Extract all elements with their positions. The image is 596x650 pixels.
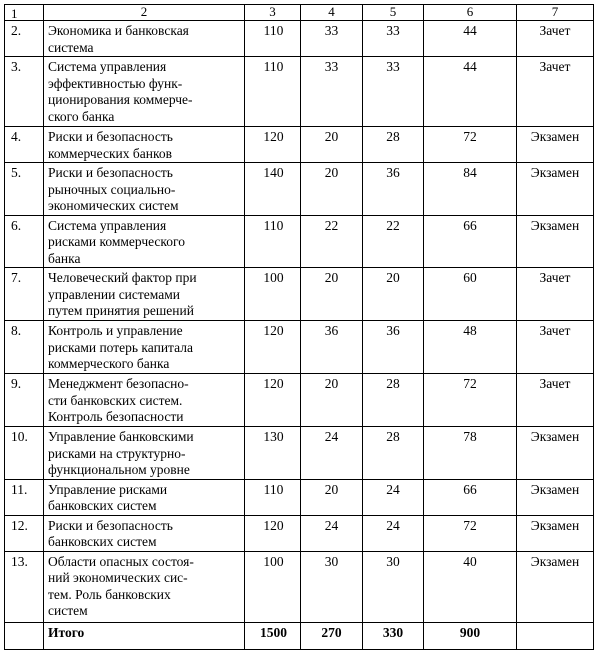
hours-self-study-cell: 48	[424, 321, 517, 374]
hours-practice-cell: 33	[363, 21, 424, 57]
hours-total-cell: 120	[245, 515, 301, 551]
hours-lectures-cell: 24	[301, 515, 363, 551]
hours-lectures-cell: 33	[301, 21, 363, 57]
assessment-form-cell: Экзамен	[517, 479, 594, 515]
hours-self-study-cell: 66	[424, 215, 517, 268]
discipline-name-line: Система управления	[48, 59, 167, 74]
discipline-name-line: коммерческого банка	[48, 356, 170, 371]
row-number-cell: 10.	[5, 427, 44, 480]
hours-self-study-cell: 78	[424, 427, 517, 480]
discipline-name-line: Контроль и управление	[48, 323, 183, 338]
discipline-name-line: банка	[48, 250, 81, 266]
discipline-name-line: рисками потерь капитала	[48, 339, 193, 355]
assessment-form-cell: Экзамен	[517, 515, 594, 551]
discipline-name-line: Риски и безопасность	[48, 517, 173, 533]
hours-practice-cell: 20	[363, 268, 424, 321]
discipline-name-line: функциональном уровне	[48, 462, 190, 477]
discipline-name-line: эффективностью функ-	[48, 75, 183, 91]
hours-lectures-cell: 24	[301, 427, 363, 480]
assessment-form-cell: Экзамен	[517, 127, 594, 163]
hours-self-study-cell: 40	[424, 551, 517, 622]
assessment-form-cell: Экзамен	[517, 427, 594, 480]
hours-lectures-cell: 20	[301, 163, 363, 216]
discipline-name-cell	[44, 321, 245, 374]
discipline-name-cell	[44, 127, 245, 163]
discipline-name-line: управлении системами	[48, 286, 181, 302]
total-label-cell: Итого	[44, 622, 245, 649]
row-number-cell: 2.	[5, 21, 44, 57]
row-number-cell: 7.	[5, 268, 44, 321]
total-row	[5, 622, 594, 649]
discipline-name-cell	[44, 551, 245, 622]
hours-practice-cell: 28	[363, 127, 424, 163]
table-row	[5, 515, 594, 551]
hours-total-cell: 120	[245, 127, 301, 163]
row-number-cell: 6.	[5, 215, 44, 268]
header-cell: 7	[517, 5, 594, 21]
discipline-name-line: Управление банковскими	[48, 429, 194, 444]
discipline-name-line: Области опасных состоя-	[48, 553, 194, 569]
hours-total-cell: 110	[245, 57, 301, 127]
discipline-name-line: рисками коммерческого	[48, 234, 185, 249]
assessment-form-cell: Экзамен	[517, 215, 594, 268]
hours-practice-cell: 36	[363, 321, 424, 374]
total-number-cell	[5, 622, 44, 649]
row-number-cell: 8.	[5, 321, 44, 374]
discipline-name-cell	[44, 268, 245, 321]
table-row	[5, 215, 594, 268]
hours-practice-cell: 30	[363, 551, 424, 622]
discipline-name-line: экономических систем	[48, 198, 179, 213]
curriculum-table	[4, 4, 594, 650]
discipline-name-cell	[44, 374, 245, 427]
table-row	[5, 57, 594, 127]
discipline-name-line: Контроль безопасности	[48, 409, 184, 424]
assessment-form-cell: Экзамен	[517, 163, 594, 216]
discipline-name-line: путем принятия решений	[48, 303, 194, 318]
discipline-name-line: коммерческих банков	[48, 145, 172, 161]
discipline-name-line: система	[48, 39, 94, 55]
header-cell: 5	[363, 5, 424, 21]
hours-total-cell: 130	[245, 427, 301, 480]
hours-practice-cell: 22	[363, 215, 424, 268]
discipline-name-line: Менеджмент безопасно-	[48, 376, 189, 391]
hours-lectures-cell: 36	[301, 321, 363, 374]
discipline-name-line: тем. Роль банковских	[48, 586, 171, 602]
hours-self-study-cell: 66	[424, 479, 517, 515]
discipline-name-line: рисками на структурно-	[48, 445, 186, 461]
hours-lectures-cell: 33	[301, 57, 363, 127]
discipline-name-cell	[44, 215, 245, 268]
hours-self-study-cell: 72	[424, 127, 517, 163]
header-cell: 2	[44, 5, 245, 21]
row-number-cell: 13.	[5, 551, 44, 622]
hours-total-cell: 120	[245, 321, 301, 374]
hours-total-cell: 120	[245, 374, 301, 427]
discipline-name-cell	[44, 515, 245, 551]
table-row	[5, 374, 594, 427]
total-assessment-cell	[517, 622, 594, 649]
row-number-cell: 12.	[5, 515, 44, 551]
header-row	[5, 5, 594, 21]
table-row	[5, 427, 594, 480]
table-row	[5, 163, 594, 216]
discipline-name-cell	[44, 479, 245, 515]
hours-self-study-cell: 44	[424, 21, 517, 57]
header-cell: 3	[245, 5, 301, 21]
hours-total-cell: 100	[245, 268, 301, 321]
hours-lectures-cell: 20	[301, 127, 363, 163]
total-lectures-cell: 270	[301, 622, 363, 649]
hours-practice-cell: 36	[363, 163, 424, 216]
table-row	[5, 479, 594, 515]
header-cell: 4	[301, 5, 363, 21]
hours-total-cell: 110	[245, 479, 301, 515]
table-row	[5, 268, 594, 321]
hours-total-cell: 140	[245, 163, 301, 216]
discipline-name-line: систем	[48, 603, 88, 618]
table-body	[5, 5, 594, 650]
hours-total-cell: 110	[245, 21, 301, 57]
assessment-form-cell: Экзамен	[517, 551, 594, 622]
row-number-cell: 3.	[5, 57, 44, 127]
discipline-name-line: банковских систем	[48, 534, 157, 549]
hours-practice-cell: 33	[363, 57, 424, 127]
hours-practice-cell: 24	[363, 515, 424, 551]
row-number-cell: 9.	[5, 374, 44, 427]
hours-lectures-cell: 30	[301, 551, 363, 622]
row-number-cell: 5.	[5, 163, 44, 216]
hours-total-cell: 100	[245, 551, 301, 622]
assessment-form-cell: Зачет	[517, 268, 594, 321]
discipline-name-cell	[44, 21, 245, 57]
discipline-name-line: Риски и безопасность	[48, 129, 173, 144]
discipline-name-line: Управление рисками	[48, 481, 168, 497]
discipline-name-line: ционирования коммерче-	[48, 92, 193, 107]
assessment-form-cell: Зачет	[517, 57, 594, 127]
hours-practice-cell: 28	[363, 374, 424, 427]
discipline-name-line: Система управления	[48, 217, 167, 233]
table-row	[5, 551, 594, 622]
assessment-form-cell: Зачет	[517, 321, 594, 374]
discipline-name-line: ний экономических сис-	[48, 570, 188, 585]
header-cell: 1	[5, 5, 44, 21]
total-self-study-cell: 900	[424, 622, 517, 649]
total-practice-cell: 330	[363, 622, 424, 649]
hours-self-study-cell: 44	[424, 57, 517, 127]
hours-practice-cell: 24	[363, 479, 424, 515]
discipline-name-line: рыночных социально-	[48, 181, 176, 197]
assessment-form-cell: Зачет	[517, 21, 594, 57]
hours-self-study-cell: 72	[424, 374, 517, 427]
header-cell: 6	[424, 5, 517, 21]
hours-self-study-cell: 60	[424, 268, 517, 321]
hours-practice-cell: 28	[363, 427, 424, 480]
row-number-cell: 11.	[5, 479, 44, 515]
discipline-name-cell	[44, 57, 245, 127]
table-row	[5, 127, 594, 163]
discipline-name-line: Риски и безопасность	[48, 165, 173, 180]
table-row	[5, 321, 594, 374]
hours-lectures-cell: 20	[301, 479, 363, 515]
hours-lectures-cell: 20	[301, 268, 363, 321]
discipline-name-line: сти банковских систем.	[48, 392, 183, 408]
hours-self-study-cell: 72	[424, 515, 517, 551]
discipline-name-line: Человеческий фактор при	[48, 270, 197, 285]
table-row	[5, 21, 594, 57]
total-hours-cell: 1500	[245, 622, 301, 649]
hours-self-study-cell: 84	[424, 163, 517, 216]
assessment-form-cell: Зачет	[517, 374, 594, 427]
discipline-name-line: Экономика и банковская	[48, 23, 189, 38]
row-number-cell: 4.	[5, 127, 44, 163]
discipline-name-line: банковских систем	[48, 498, 157, 513]
discipline-name-cell	[44, 163, 245, 216]
hours-lectures-cell: 22	[301, 215, 363, 268]
discipline-name-cell	[44, 427, 245, 480]
hours-total-cell: 110	[245, 215, 301, 268]
discipline-name-line: ского банка	[48, 108, 115, 124]
hours-lectures-cell: 20	[301, 374, 363, 427]
